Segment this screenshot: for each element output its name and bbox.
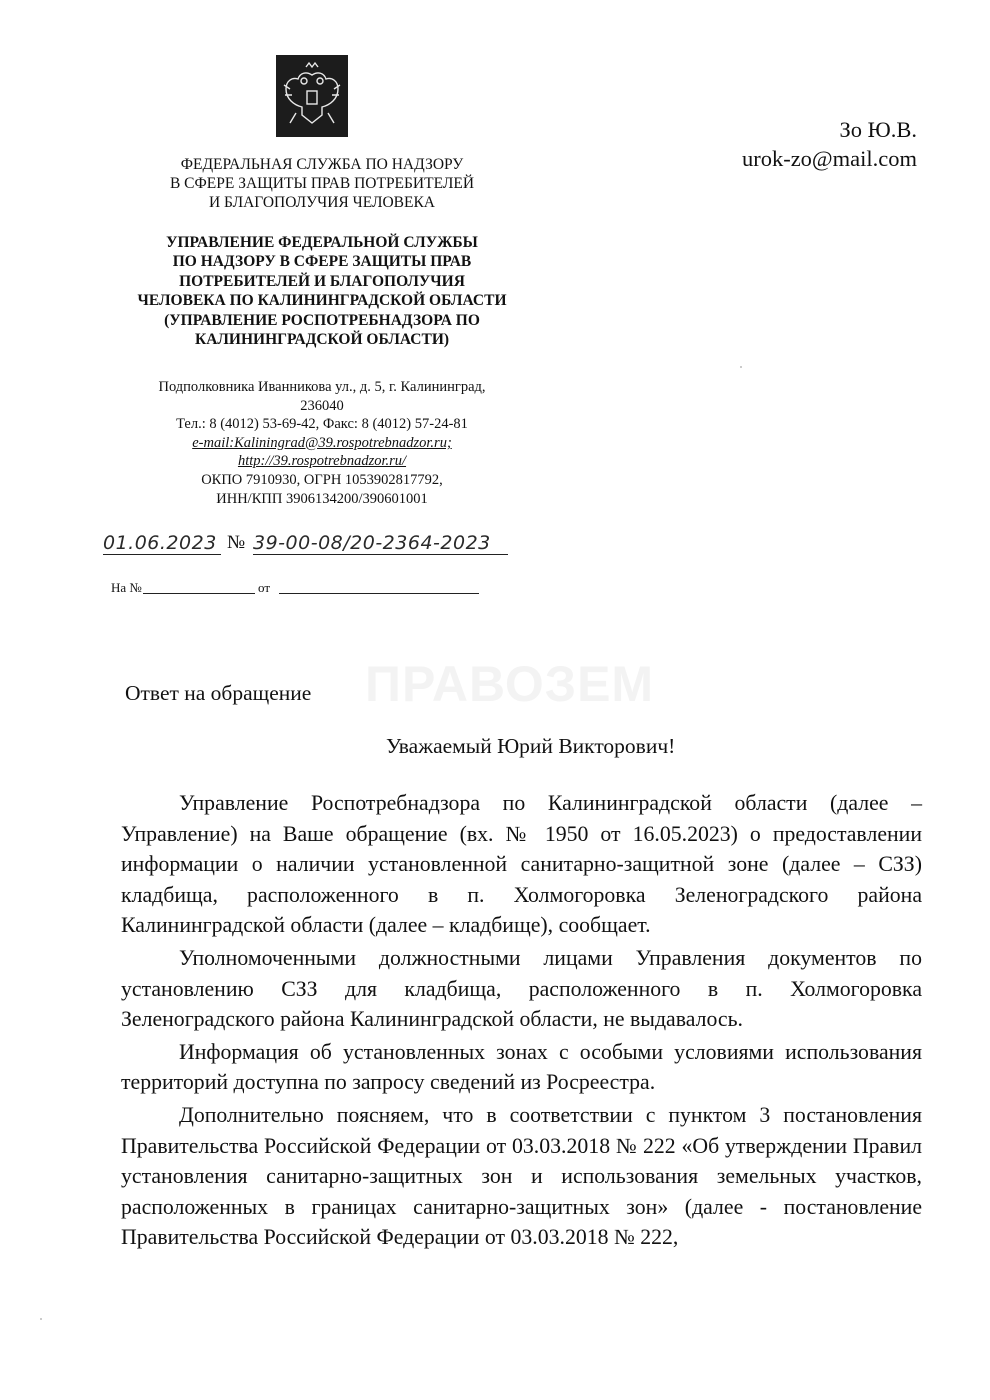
department-line: (УПРАВЛЕНИЕ РОСПОТРЕБНАДЗОРА ПО <box>164 311 480 329</box>
agency-line: В СФЕРЕ ЗАЩИТЫ ПРАВ ПОТРЕБИТЕЛЕЙ <box>169 175 475 192</box>
watermark: ПРАВОЗЕМ <box>365 656 655 712</box>
agency-name <box>120 155 524 212</box>
postal-code: 236040 <box>300 397 344 414</box>
registration-number: 39-00-08/20-2364-2023 <box>253 532 508 555</box>
body-paragraph: Управление Роспотребнадзора по Калининградской области (далее – Управление) на Ваше обращение (вх. № 1950 от 16.05.2023) о предоставлении информации о наличии установленной санитарно-защитной зоне (далее – СЗЗ) кладбища, расположенного в п. Холмогоровка Зеленоградского района Калининградской области (далее – кладбище), сообщает. <box>121 791 922 938</box>
recipient-email: urok-zo@mail.com <box>741 146 917 171</box>
incoming-date-label: от <box>258 580 271 595</box>
recipient-block <box>742 115 917 173</box>
letter-subject: Ответ на обращение <box>125 681 312 705</box>
department-name <box>118 233 526 349</box>
letter-body <box>121 788 922 1253</box>
scan-speck <box>740 366 742 368</box>
recipient-name: Зо Ю.В. <box>839 117 917 142</box>
incoming-number-label: На № <box>111 580 142 595</box>
department-line: ПОТРЕБИТЕЛЕЙ И БЛАГОПОЛУЧИЯ <box>179 272 465 290</box>
website-link[interactable]: http://39.rospotrebnadzor.ru/ <box>237 453 407 470</box>
registration-number-label: № <box>227 532 246 553</box>
incoming-reference <box>111 580 481 598</box>
agency-line: ФЕДЕРАЛЬНАЯ СЛУЖБА ПО НАДЗОРУ <box>180 156 464 173</box>
contacts-block <box>118 378 526 508</box>
registry-codes: ОКПО 7910930, ОГРН 1053902817792, <box>201 471 443 488</box>
body-paragraph: Уполномоченными должностными лицами Управления документов по установлению СЗЗ для кладбища, расположенного в п. Холмогоровка Зеленоградского района Калининградской области, не выдавалось. <box>121 945 922 1032</box>
body-paragraph: Дополнительно поясняем, что в соответствии с пунктом 3 постановления Правительства Российской Федерации от 03.03.2018 № 222 «Об утверждении Правил установления санитарно-защитных зон и использования земельных участков, расположенных в границах санитарно-защитных зон» (далее - постановление Правительства Российской Федерации от 03.03.2018 № 222, <box>121 1102 922 1250</box>
department-line: КАЛИНИНГРАДСКОЙ ОБЛАСТИ) <box>194 331 450 349</box>
department-line: УПРАВЛЕНИЕ ФЕДЕРАЛЬНОЙ СЛУЖБЫ <box>166 234 478 251</box>
scan-speck <box>40 1318 42 1320</box>
incoming-date-blank <box>279 593 479 594</box>
address-line: Подполковника Иванникова ул., д. 5, г. Калининград, <box>158 379 486 395</box>
department-line: ПО НАДЗОРУ В СФЕРЕ ЗАЩИТЫ ПРАВ <box>172 253 472 271</box>
phone-fax: Тел.: 8 (4012) 53-69-42, Факс: 8 (4012) 57-24-81 <box>176 416 468 433</box>
department-line: ЧЕЛОВЕКА ПО КАЛИНИНГРАДСКОЙ ОБЛАСТИ <box>137 292 507 310</box>
email-link[interactable]: e-mail:Kaliningrad@39.rospotrebnadzor.ru; <box>192 434 452 451</box>
incoming-number-blank <box>143 593 255 594</box>
tax-codes: ИНН/КПП 3906134200/390601001 <box>216 490 428 507</box>
agency-line: И БЛАГОПОЛУЧИЯ ЧЕЛОВЕКА <box>208 194 436 211</box>
coat-of-arms-icon <box>276 55 348 137</box>
registration-date: 01.06.2023 <box>103 532 221 555</box>
letter-greeting: Уважаемый Юрий Викторович! <box>386 734 676 758</box>
registration-line <box>103 530 513 558</box>
body-paragraph: Информация об установленных зонах с особыми условиями использования территорий доступна по запросу сведений из Росреестра. <box>121 1039 922 1095</box>
